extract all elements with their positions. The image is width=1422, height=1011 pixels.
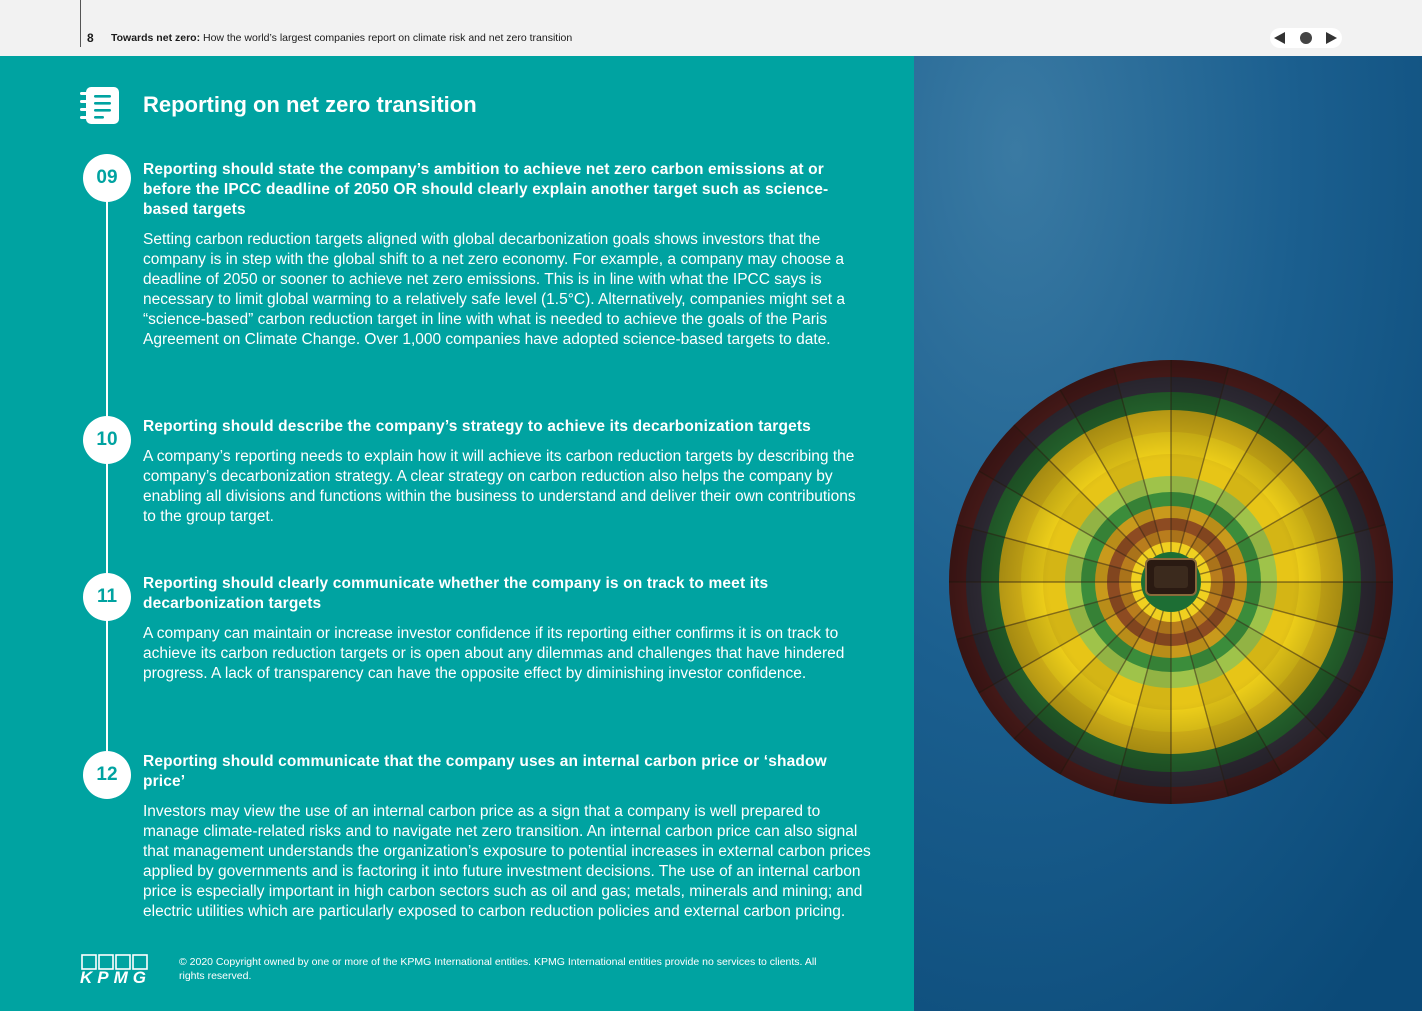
kpmg-logo-text: KPMG [80,968,146,984]
list-item [143,752,871,922]
item-heading: Reporting should clearly communicate whether the company is on track to meet its decarbonization targets [143,575,769,612]
triangle-right-icon[interactable] [1326,32,1337,44]
item-heading: Reporting should state the company’s ambition to achieve net zero carbon emissions at or before the IPCC deadline of 2050 OR should clearly explain another target such as science-based targets [143,161,829,218]
page-navigation [1270,28,1342,48]
item-heading: Reporting should communicate that the company uses an internal carbon price or ‘shadow price’ [143,753,827,790]
document-title [111,32,572,44]
section-title: Reporting on net zero transition [143,92,477,117]
triangle-left-icon[interactable] [1274,32,1285,44]
item-number-badge: 11 [83,573,131,621]
list-item [143,574,871,684]
item-number-badge: 10 [83,416,131,464]
document-title-bold: Towards net zero: [111,32,201,44]
dot-icon[interactable] [1300,32,1312,44]
item-number-badge: 09 [83,154,131,202]
list-item [143,417,871,527]
page-number: 8 [87,31,94,45]
header-divider [80,0,81,47]
top-header-bar [0,0,1422,56]
notepad-icon [80,84,120,126]
item-body: Investors may view the use of an internal carbon price as a sign that a company is well prepared to manage climate-related risks and to navigate net zero transition. An internal carbon price can also signal that management understands the organization’s exposure to potential increases in external carbon prices applied by governments and is factoring it into future investment decisions. The use of an internal carbon price is especially important in high carbon sectors such as oil and gas; metals, minerals and mining; and electric utilities which are particularly exposed to carbon reduction policies and external carbon pricing. [143,803,871,920]
item-heading: Reporting should describe the company’s strategy to achieve its decarbonization targets [143,418,811,435]
copyright-notice: © 2020 Copyright owned by one or more of the KPMG International entities. KPMG International entities provide no services to clients. All rights reserved. [179,956,817,982]
timeline-line [106,190,108,784]
hot-air-balloon-photo [914,56,1422,1011]
kpmg-logo [80,954,150,984]
item-number-badge: 12 [83,751,131,799]
list-item [143,160,871,350]
document-title-rest: How the world’s largest companies report on climate risk and net zero transition [200,32,573,44]
balloon-illustration [914,56,1422,1011]
item-body: A company’s reporting needs to explain how it will achieve its carbon reduction targets by describing the company’s decarbonization strategy. A clear strategy on carbon reduction also helps the company by enabling all divisions and functions within the business to understand and deliver their own contributions to the group target. [143,448,856,525]
item-body: Setting carbon reduction targets aligned with global decarbonization goals shows investors that the company is in step with the global shift to a net zero economy. For example, a company may choose a deadline of 2050 or sooner to achieve net zero emissions. This is in line with what the IPCC says is necessary to limit global warming to a relatively safe level (1.5°C). Alternatively, companies might set a “science-based” carbon reduction target in line with what is needed to achieve the goals of the Paris Agreement on Climate Change. Over 1,000 companies have adopted science-based targets to date. [143,231,845,348]
item-body: A company can maintain or increase investor confidence if its reporting either confirms it is on track to achieve its carbon reduction targets or is open about any dilemmas and challenges that have hindered progress. A lack of transparency can have the opposite effect by diminishing investor confidence. [143,625,845,682]
